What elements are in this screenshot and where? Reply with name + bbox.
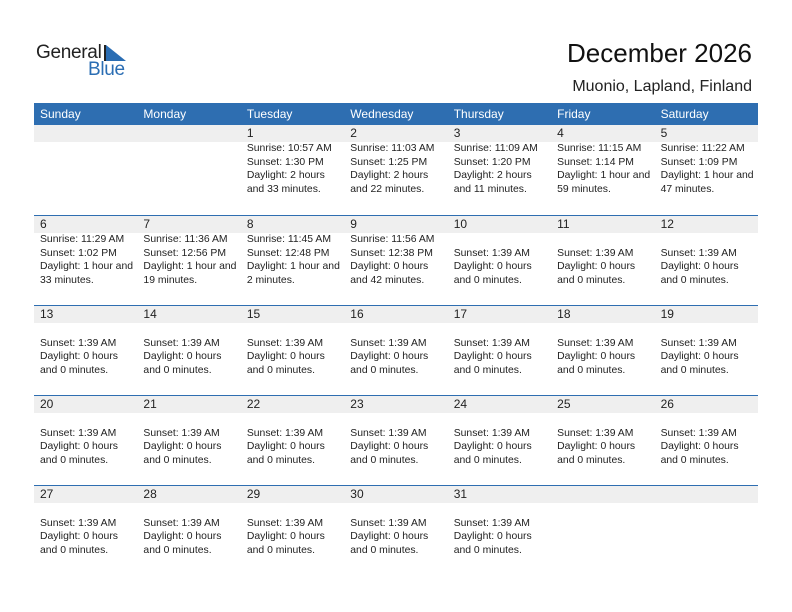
sun-info — [40, 503, 137, 557]
sun-info — [557, 413, 654, 467]
day-number: 5 — [660, 126, 668, 140]
sun-info-line: and 0 minutes. — [40, 454, 109, 466]
sun-info-line — [557, 233, 654, 247]
sun-info-line: Daylight: 0 hours — [350, 261, 429, 273]
day-cell-2 — [344, 125, 447, 215]
day-number: 23 — [350, 397, 364, 411]
sun-info-line — [557, 413, 654, 427]
sun-info-line: Daylight: 0 hours — [453, 351, 532, 363]
calendar-grid — [34, 125, 758, 575]
day-number: 30 — [350, 487, 364, 501]
logo — [36, 42, 136, 82]
sun-info-line: Daylight: 2 hours — [246, 170, 325, 182]
sun-info-line — [40, 413, 137, 427]
sun-info-line: and 0 minutes. — [453, 454, 522, 466]
sun-info — [661, 233, 758, 287]
sun-info-line: Sunset: 1:39 AM — [40, 427, 117, 439]
sun-info-line — [350, 413, 447, 427]
day-cell-empty — [655, 486, 758, 575]
day-number: 9 — [350, 217, 357, 231]
sun-info-line: and 0 minutes. — [453, 364, 522, 376]
sun-info-line — [247, 413, 344, 427]
sun-info-line: Sunset: 12:56 PM — [143, 247, 227, 259]
sun-info — [454, 323, 551, 377]
day-number: 8 — [246, 217, 254, 231]
sun-info-line: Sunrise: 11:56 AM — [350, 234, 435, 245]
sun-info-line: Daylight: 1 hour and — [143, 261, 237, 273]
day-cell-21 — [137, 396, 240, 485]
sun-info-line: Daylight: 0 hours — [660, 261, 739, 273]
day-cell-5 — [655, 125, 758, 215]
day-cell-16 — [344, 306, 447, 395]
sun-info-line: and 0 minutes. — [557, 364, 626, 376]
sun-info — [247, 503, 344, 557]
sun-info-line: Sunset: 1:39 AM — [660, 337, 737, 349]
sun-info — [40, 233, 137, 287]
sun-info-line: and 0 minutes. — [40, 544, 109, 556]
sun-info-line: Sunset: 1:39 AM — [40, 517, 117, 529]
day-number: 16 — [350, 307, 364, 321]
sun-info-line: Sunrise: 11:36 AM — [143, 234, 228, 245]
weekday-header — [34, 103, 758, 125]
sun-info-line — [454, 413, 551, 427]
sun-info-line: and 0 minutes. — [453, 544, 522, 556]
sun-info-line: and 0 minutes. — [143, 364, 212, 376]
sun-info-line — [661, 233, 758, 247]
day-cell-1 — [241, 125, 344, 215]
sun-info-line: Sunset: 1:30 PM — [246, 156, 324, 168]
sun-info-line — [661, 413, 758, 427]
weekday-wednesday: Wednesday — [350, 107, 414, 121]
day-number: 10 — [453, 217, 468, 231]
day-cell-23 — [344, 396, 447, 485]
sun-info-line: Sunrise: 10:57 AM — [246, 143, 332, 154]
day-cell-28 — [137, 486, 240, 575]
sun-info — [661, 413, 758, 467]
day-number: 19 — [660, 307, 674, 321]
sun-info-line: Sunrise: 11:03 AM — [350, 143, 435, 154]
sun-info-line: Sunset: 1:20 PM — [453, 156, 531, 168]
sun-info-line: Daylight: 1 hour and — [660, 170, 754, 182]
day-number: 14 — [143, 307, 157, 321]
sun-info-line: 47 minutes. — [660, 183, 715, 195]
day-number: 24 — [453, 397, 468, 411]
sun-info-line: Daylight: 0 hours — [350, 531, 429, 543]
sun-info — [247, 323, 344, 377]
sun-info-line — [350, 323, 447, 337]
day-cell-empty — [551, 486, 654, 575]
sun-info-line: and 0 minutes. — [40, 364, 109, 376]
weekday-sunday: Sunday — [40, 107, 81, 121]
sun-info-line — [557, 323, 654, 337]
sun-info-line: 33 minutes. — [40, 274, 94, 286]
sun-info-line: Sunset: 1:39 AM — [143, 427, 220, 439]
day-number: 28 — [143, 487, 157, 501]
day-number — [661, 486, 758, 503]
sun-info — [143, 233, 240, 287]
sun-info-line: Daylight: 0 hours — [40, 441, 118, 453]
sun-info-line: and 0 minutes. — [557, 274, 626, 286]
sun-info — [247, 233, 344, 287]
sun-info-line: and 11 minutes. — [453, 183, 527, 195]
sun-info-line: Daylight: 0 hours — [246, 531, 325, 543]
sun-info — [143, 413, 240, 467]
sun-info-line: and 0 minutes. — [660, 274, 729, 286]
day-number: 21 — [143, 397, 157, 411]
sun-info-line: Sunrise: 11:09 AM — [453, 143, 538, 154]
sun-info-line: Sunset: 1:39 AM — [40, 337, 117, 349]
sun-info-line: Sunrise: 11:22 AM — [660, 143, 745, 154]
sun-info-line: Sunset: 1:39 AM — [660, 427, 737, 439]
sun-info-line: Sunset: 1:39 AM — [557, 337, 634, 349]
day-cell-7 — [137, 216, 240, 305]
sun-info-line — [40, 323, 137, 337]
sun-info-line: Daylight: 0 hours — [143, 531, 222, 543]
day-cell-20 — [34, 396, 137, 485]
sun-info — [350, 503, 447, 557]
day-number: 26 — [660, 397, 674, 411]
day-cell-22 — [241, 396, 344, 485]
sun-info-line: Sunset: 1:39 AM — [557, 427, 634, 439]
sun-info-line: Daylight: 0 hours — [246, 441, 325, 453]
sun-info — [350, 323, 447, 377]
day-cell-26 — [655, 396, 758, 485]
day-cell-empty — [137, 125, 240, 215]
sun-info-line — [454, 233, 551, 247]
day-number: 6 — [40, 217, 47, 231]
day-number: 31 — [453, 487, 468, 501]
day-number: 29 — [246, 487, 261, 501]
sun-info — [454, 233, 551, 287]
sun-info-line: 19 minutes. — [143, 274, 198, 286]
day-cell-10 — [448, 216, 551, 305]
sun-info — [350, 233, 447, 287]
sun-info-line: Daylight: 0 hours — [453, 261, 532, 273]
sun-info — [454, 413, 551, 467]
day-cell-9 — [344, 216, 447, 305]
day-cell-31 — [448, 486, 551, 575]
day-number: 20 — [40, 397, 54, 411]
sun-info-line: Daylight: 0 hours — [453, 531, 532, 543]
sun-info-line: Daylight: 2 hours — [453, 170, 532, 182]
week-row — [34, 485, 758, 575]
sun-info-line: and 0 minutes. — [143, 454, 212, 466]
day-cell-27 — [34, 486, 137, 575]
sun-info-line: Sunset: 1:39 AM — [350, 337, 427, 349]
sun-info-line: Sunset: 1:39 AM — [557, 247, 634, 259]
day-cell-18 — [551, 306, 654, 395]
weekday-tuesday: Tuesday — [246, 107, 293, 121]
location-subtitle: Muonio, Lapland, Finland — [572, 78, 752, 95]
sun-info-line: Sunrise: 11:15 AM — [557, 143, 642, 154]
sun-info — [40, 413, 137, 467]
sun-info-line: Daylight: 0 hours — [40, 531, 118, 543]
day-cell-8 — [241, 216, 344, 305]
sun-info-line: Sunset: 1:39 AM — [350, 517, 427, 529]
sun-info-line — [454, 503, 551, 517]
weekday-thursday: Thursday — [453, 107, 504, 121]
day-number: 25 — [557, 397, 571, 411]
sun-info-line: 2 minutes. — [246, 274, 295, 286]
sun-info-line: Sunset: 1:02 PM — [40, 247, 117, 259]
day-cell-6 — [34, 216, 137, 305]
sun-info — [143, 503, 240, 557]
week-row — [34, 125, 758, 215]
sun-info-line: Sunset: 1:39 AM — [453, 247, 530, 259]
day-cell-4 — [551, 125, 654, 215]
sun-info-line: Sunrise: 11:45 AM — [246, 234, 331, 245]
day-number: 12 — [660, 217, 674, 231]
sun-info-line: Sunset: 1:39 AM — [143, 517, 220, 529]
day-number — [143, 125, 240, 142]
day-cell-12 — [655, 216, 758, 305]
sun-info-line: Sunset: 12:38 PM — [350, 247, 433, 259]
sun-info-line: Sunset: 1:14 PM — [557, 156, 634, 168]
sun-info-line: and 0 minutes. — [453, 274, 522, 286]
sun-info-line: Daylight: 0 hours — [143, 441, 222, 453]
sun-info-line: Daylight: 0 hours — [557, 441, 636, 453]
sun-info-line: and 0 minutes. — [350, 454, 419, 466]
week-row — [34, 305, 758, 395]
day-number: 15 — [246, 307, 261, 321]
day-cell-19 — [655, 306, 758, 395]
day-number — [557, 486, 654, 503]
sun-info-line — [661, 323, 758, 337]
sun-info — [454, 503, 551, 557]
day-number — [40, 125, 137, 142]
day-cell-11 — [551, 216, 654, 305]
sun-info-line: and 33 minutes. — [246, 183, 321, 195]
sun-info-line: and 0 minutes. — [246, 544, 316, 556]
logo-text-blue: Blue — [88, 59, 125, 80]
sun-info-line: Sunset: 12:48 PM — [246, 247, 330, 259]
sun-info-line — [247, 323, 344, 337]
sun-info — [247, 142, 344, 196]
week-row — [34, 215, 758, 305]
sun-info-line — [454, 323, 551, 337]
sun-info-line — [143, 323, 240, 337]
sun-info-line: Daylight: 0 hours — [660, 441, 739, 453]
sun-info-line: Sunrise: 11:29 AM — [40, 234, 125, 245]
sun-info-line: and 0 minutes. — [246, 364, 316, 376]
sun-info-line: Sunset: 1:39 AM — [246, 517, 324, 529]
sun-info — [350, 413, 447, 467]
sun-info-line: Sunset: 1:39 AM — [246, 427, 324, 439]
sun-info — [661, 142, 758, 196]
day-cell-empty — [34, 125, 137, 215]
sun-info-line: Sunset: 1:39 AM — [143, 337, 220, 349]
sun-info-line: Daylight: 0 hours — [557, 351, 636, 363]
day-number: 27 — [40, 487, 54, 501]
sun-info-line: and 0 minutes. — [350, 364, 419, 376]
sun-info-line: Sunset: 1:39 AM — [660, 247, 737, 259]
weekday-saturday: Saturday — [660, 107, 709, 121]
day-cell-29 — [241, 486, 344, 575]
sun-info-line: Daylight: 1 hour and — [246, 261, 340, 273]
day-number: 13 — [40, 307, 54, 321]
day-number: 22 — [246, 397, 261, 411]
sun-info-line: Daylight: 0 hours — [350, 441, 429, 453]
sun-info-line: Daylight: 0 hours — [40, 351, 118, 363]
day-number: 18 — [557, 307, 571, 321]
day-cell-30 — [344, 486, 447, 575]
sun-info — [350, 142, 447, 196]
sun-info-line: Sunset: 1:39 AM — [246, 337, 324, 349]
sun-info-line — [143, 503, 240, 517]
sun-info-line: Daylight: 2 hours — [350, 170, 429, 182]
sun-info-line: Sunset: 1:09 PM — [660, 156, 738, 168]
sun-info-line: Daylight: 0 hours — [350, 351, 429, 363]
sun-info — [40, 323, 137, 377]
page-title: December 2026 — [567, 38, 752, 68]
day-number: 2 — [350, 126, 357, 140]
sun-info — [557, 323, 654, 377]
day-number: 11 — [557, 217, 570, 231]
sun-info-line: Daylight: 0 hours — [660, 351, 739, 363]
sun-info-line: Daylight: 0 hours — [557, 261, 636, 273]
sun-info-line: and 0 minutes. — [660, 454, 729, 466]
sun-info-line: Sunset: 1:25 PM — [350, 156, 428, 168]
day-cell-24 — [448, 396, 551, 485]
sun-info-line: Daylight: 1 hour and — [40, 261, 133, 273]
sun-info — [661, 323, 758, 377]
sun-info-line: and 0 minutes. — [660, 364, 729, 376]
day-number: 17 — [453, 307, 468, 321]
logo-text-general: General — [36, 42, 102, 63]
sun-info-line: Sunset: 1:39 AM — [453, 427, 530, 439]
sun-info-line — [40, 503, 137, 517]
sun-info-line: Daylight: 0 hours — [246, 351, 325, 363]
sun-info — [557, 233, 654, 287]
sun-info-line — [143, 413, 240, 427]
weekday-friday: Friday — [557, 107, 591, 121]
sun-info — [454, 142, 551, 196]
sun-info-line: Sunset: 1:39 AM — [350, 427, 427, 439]
day-cell-14 — [137, 306, 240, 395]
week-row — [34, 395, 758, 485]
weekday-monday: Monday — [143, 107, 187, 121]
sun-info-line: and 42 minutes. — [350, 274, 425, 286]
sun-info-line: and 0 minutes. — [350, 544, 419, 556]
sun-info-line: Daylight: 0 hours — [453, 441, 532, 453]
sun-info-line: and 0 minutes. — [143, 544, 212, 556]
day-cell-3 — [448, 125, 551, 215]
sun-info-line: and 0 minutes. — [557, 454, 626, 466]
day-number: 1 — [246, 126, 254, 140]
sun-info-line: Sunset: 1:39 AM — [453, 337, 530, 349]
sun-info — [247, 413, 344, 467]
sun-info-line: and 0 minutes. — [246, 454, 316, 466]
day-cell-13 — [34, 306, 137, 395]
sun-info-line: and 22 minutes. — [350, 183, 425, 195]
sun-info-line: Daylight: 0 hours — [143, 351, 222, 363]
sun-info-line: 59 minutes. — [557, 183, 611, 195]
day-cell-15 — [241, 306, 344, 395]
day-cell-25 — [551, 396, 654, 485]
day-number: 7 — [143, 217, 151, 231]
sun-info-line — [247, 503, 344, 517]
sun-info — [143, 323, 240, 377]
day-number: 3 — [453, 126, 461, 140]
day-cell-17 — [448, 306, 551, 395]
day-number: 4 — [557, 126, 564, 140]
sun-info-line — [350, 503, 447, 517]
sun-info — [557, 142, 654, 196]
sun-info-line: Sunset: 1:39 AM — [453, 517, 530, 529]
sun-info-line: Daylight: 1 hour and — [557, 170, 651, 182]
